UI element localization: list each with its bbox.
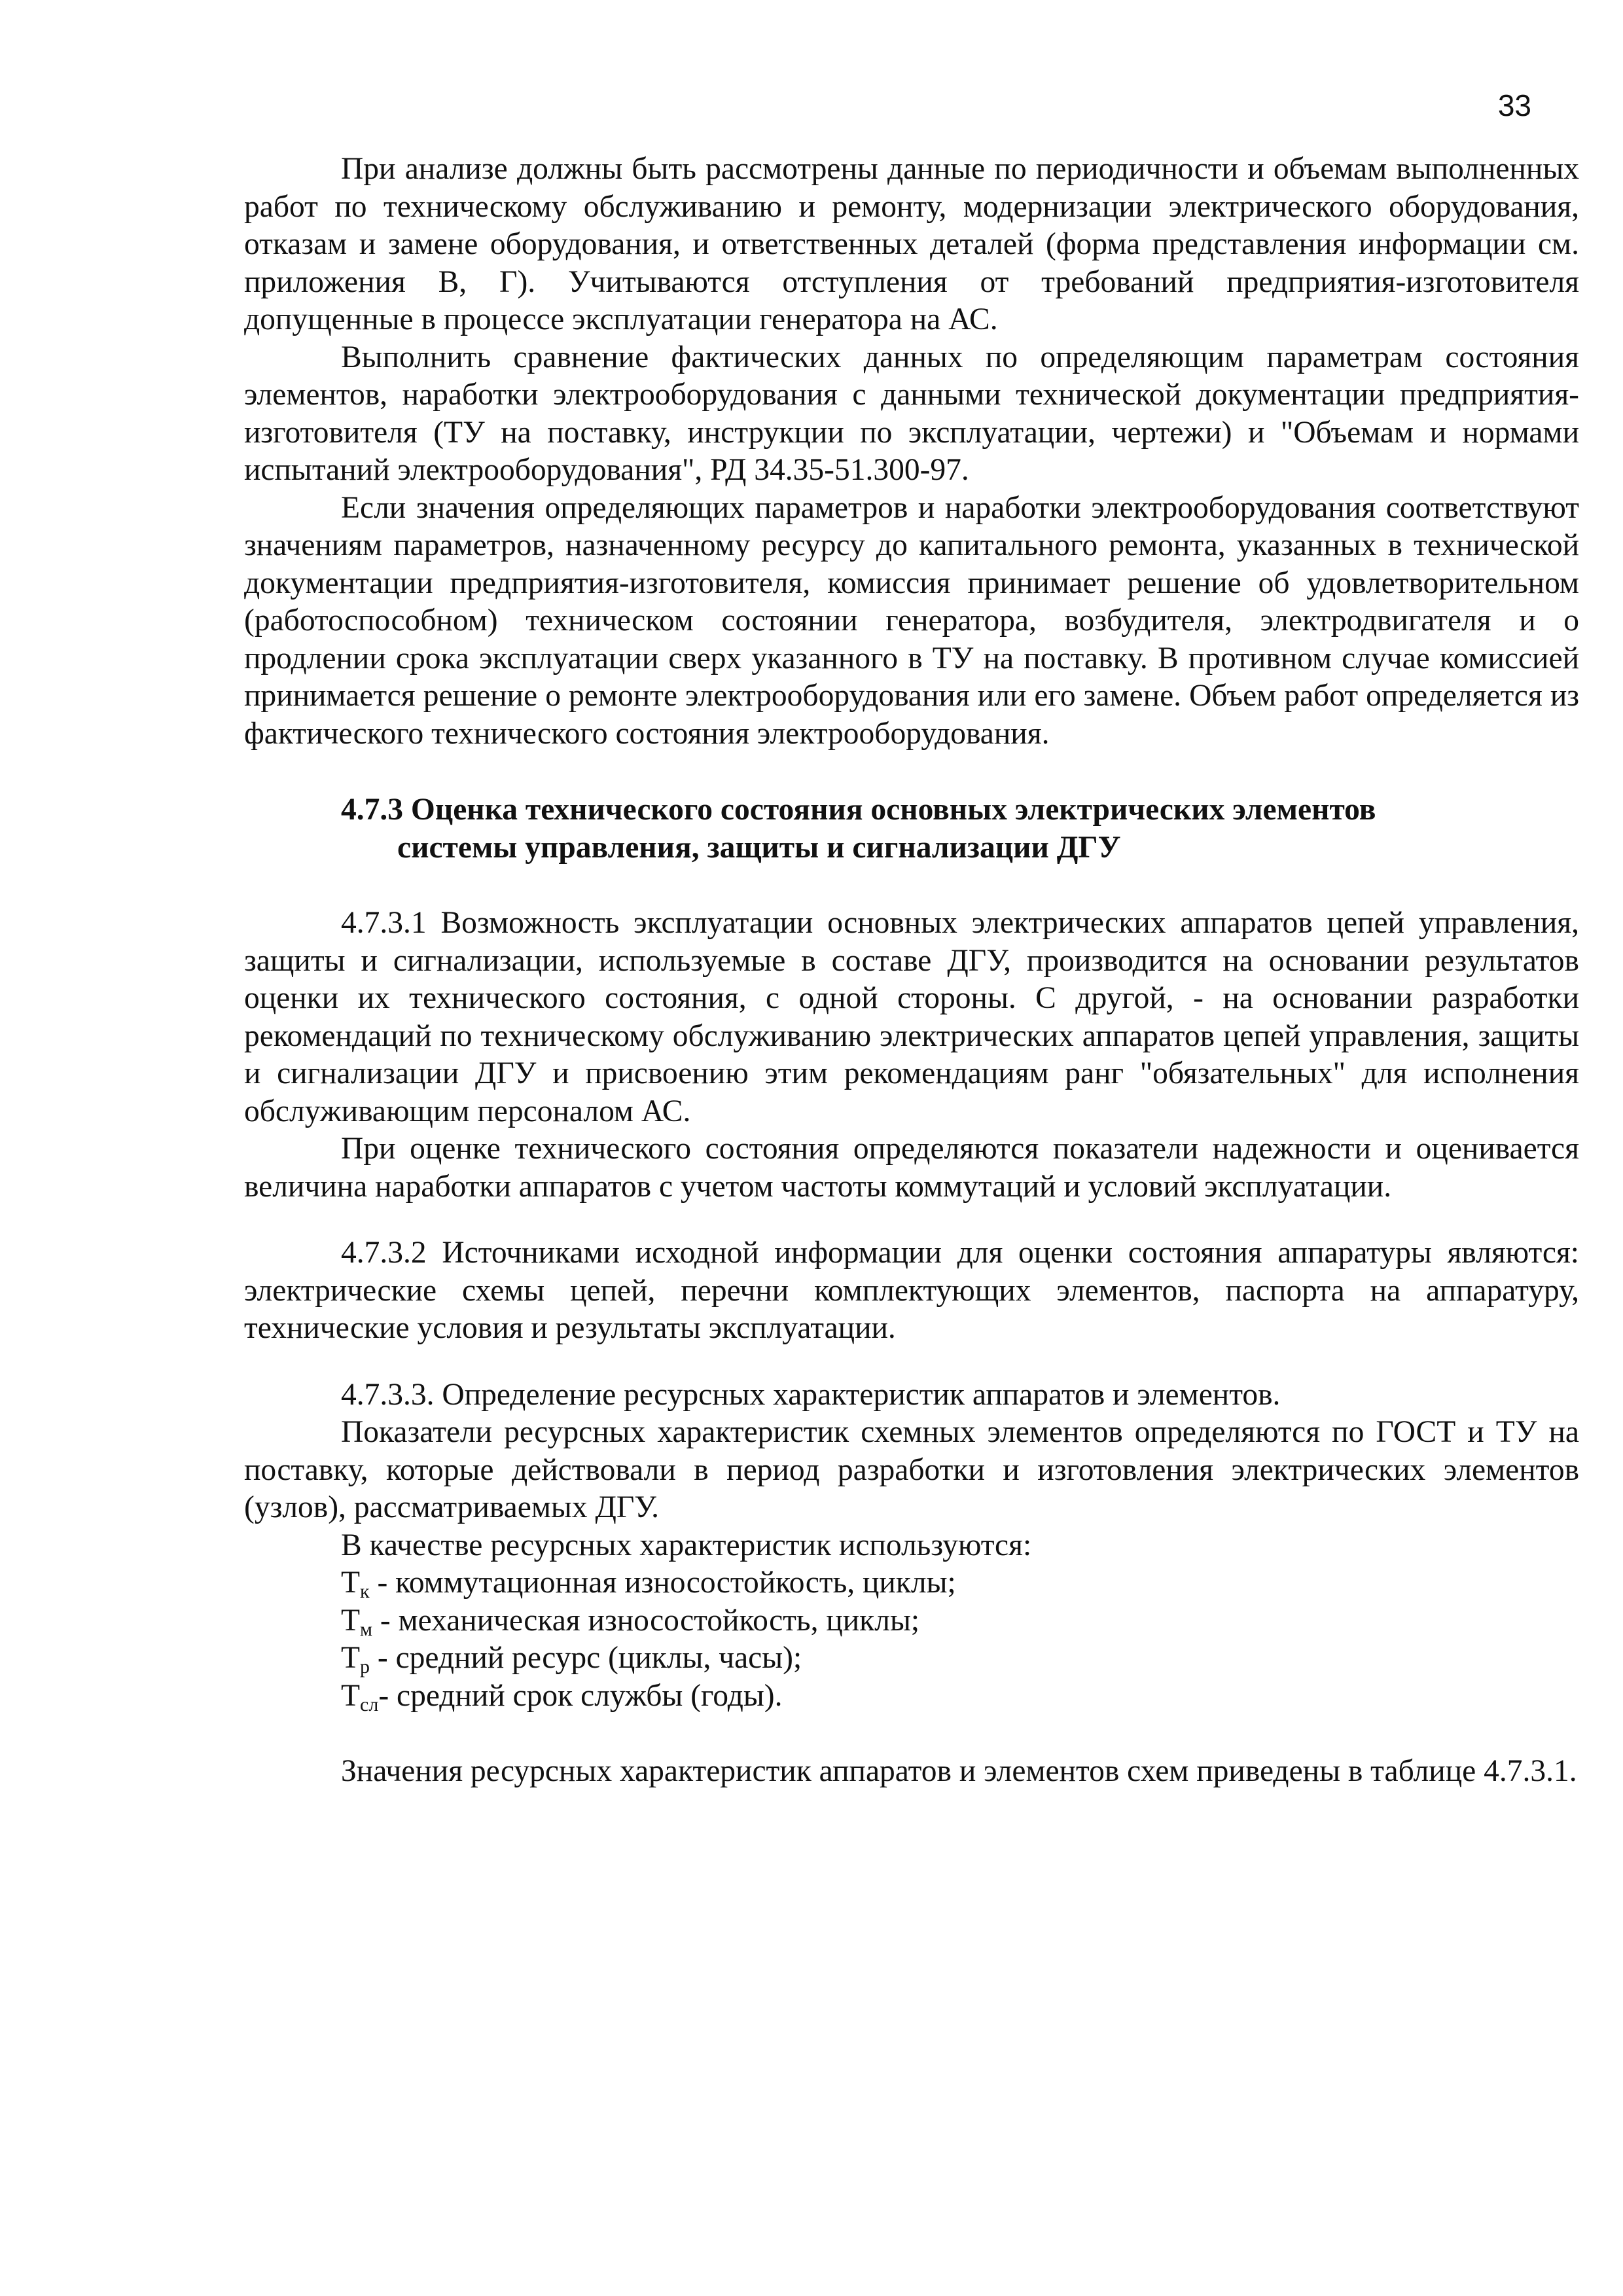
paragraph-comparison: Выполнить сравнение фактических данных по определяющим параметрам состояния элементов, наработки электрооборудования с данными технической документации предприятия-изготовителя (ТУ на поставку, инструкции по эксплуатации, чертежи) и "Объемам и нормами испытаний электрооборудования", РД 34.35-51.300-97. bbox=[244, 340, 1579, 487]
symbol-subscript: сл bbox=[360, 1693, 379, 1715]
symbol-subscript: к bbox=[360, 1581, 370, 1602]
symbol-subscript: р bbox=[360, 1656, 370, 1677]
symbol-description: - механическая износостойкость, циклы; bbox=[372, 1603, 920, 1638]
symbol-base: Т bbox=[341, 1641, 361, 1675]
paragraph-4-7-3-1: 4.7.3.1 Возможность эксплуатации основных электрических аппаратов цепей управления, защиты и сигнализации, используемые в составе ДГУ, производится на основании результатов оценки их технического состояния, с одной стороны. С другой, - на основании разработки рекомендаций по техническому обслуживанию электрических аппаратов цепей управления, защиты и сигнализации ДГУ и присвоению этим рекомендациям ранг "обязательных" для исполнения обслуживающим персоналом АС. bbox=[244, 906, 1579, 1128]
document-body bbox=[244, 151, 1579, 1791]
paragraph-decision: Если значения определяющих параметров и наработки электрооборудования соответствуют значениям параметров, назначенному ресурсу до капитального ремонта, указанных в технической документации предприятия-изготовителя, комиссия принимает решение об удовлетворительном (работоспособном) техническом состоянии генератора, возбудителя, электродвигателя и о продлении срока эксплуатации сверх указанного в ТУ на поставку. В противном случае комиссией принимается решение о ремонте электрооборудования или его замене. Объем работ определяется из фактического технического состояния электрооборудования. bbox=[244, 490, 1579, 751]
list-item-tsl bbox=[244, 1677, 1579, 1715]
paragraph-4-7-3-2: 4.7.3.2 Источниками исходной информации для оценки состояния аппаратуры являются: электрические схемы цепей, перечни комплектующих элементов, паспорта на аппаратуру, технические условия и результаты эксплуатации. bbox=[244, 1236, 1579, 1345]
paragraph-table-reference: Значения ресурсных характеристик аппаратов и элементов схем приведены в таблице 4.7.3.1. bbox=[341, 1754, 1577, 1788]
section-heading-4-7-3 bbox=[244, 791, 1579, 867]
list-item-tk bbox=[244, 1564, 1579, 1602]
paragraph-analysis: При анализе должны быть рассмотрены данные по периодичности и объемам выполненных работ по техническому обслуживанию и ремонту, модернизации электрического оборудования, отказам и замене оборудования, и ответственных деталей (форма представления информации см. приложения В, Г). Учитываются отступления от требований предприятия-изготовителя допущенные в процессе эксплуатации генератора на АС. bbox=[244, 152, 1579, 336]
list-item-tr bbox=[244, 1640, 1579, 1677]
symbol-subscript: м bbox=[360, 1618, 372, 1640]
paragraph-reliability: При оценке технического состояния определяются показатели надежности и оценивается величина наработки аппаратов с учетом частоты коммутаций и условий эксплуатации. bbox=[244, 1132, 1579, 1204]
symbol-base: Т bbox=[341, 1603, 361, 1638]
section-heading-line-1: 4.7.3 Оценка технического состояния основных электрических элементов bbox=[341, 793, 1376, 827]
symbol-description: - средний срок службы (годы). bbox=[378, 1678, 783, 1713]
symbol-base: Т bbox=[341, 1678, 361, 1713]
paragraph-resource-indicators: Показатели ресурсных характеристик схемных элементов определяются по ГОСТ и ТУ на поставку, которые действовали в период разработки и изготовления электрических элементов (узлов), рассматриваемых ДГУ. bbox=[244, 1415, 1579, 1524]
symbol-base: Т bbox=[341, 1566, 361, 1600]
list-item-tm bbox=[244, 1602, 1579, 1640]
page-number: 33 bbox=[1497, 88, 1531, 122]
list-intro: В качестве ресурсных характеристик используются: bbox=[341, 1528, 1032, 1562]
section-heading-line-2: системы управления, защиты и сигнализации ДГУ bbox=[397, 831, 1121, 865]
symbol-description: - коммутационная износостойкость, циклы; bbox=[369, 1566, 956, 1600]
symbol-description: - средний ресурс (циклы, часы); bbox=[370, 1641, 802, 1675]
paragraph-4-7-3-3-title: 4.7.3.3. Определение ресурсных характеристик аппаратов и элементов. bbox=[341, 1377, 1281, 1412]
